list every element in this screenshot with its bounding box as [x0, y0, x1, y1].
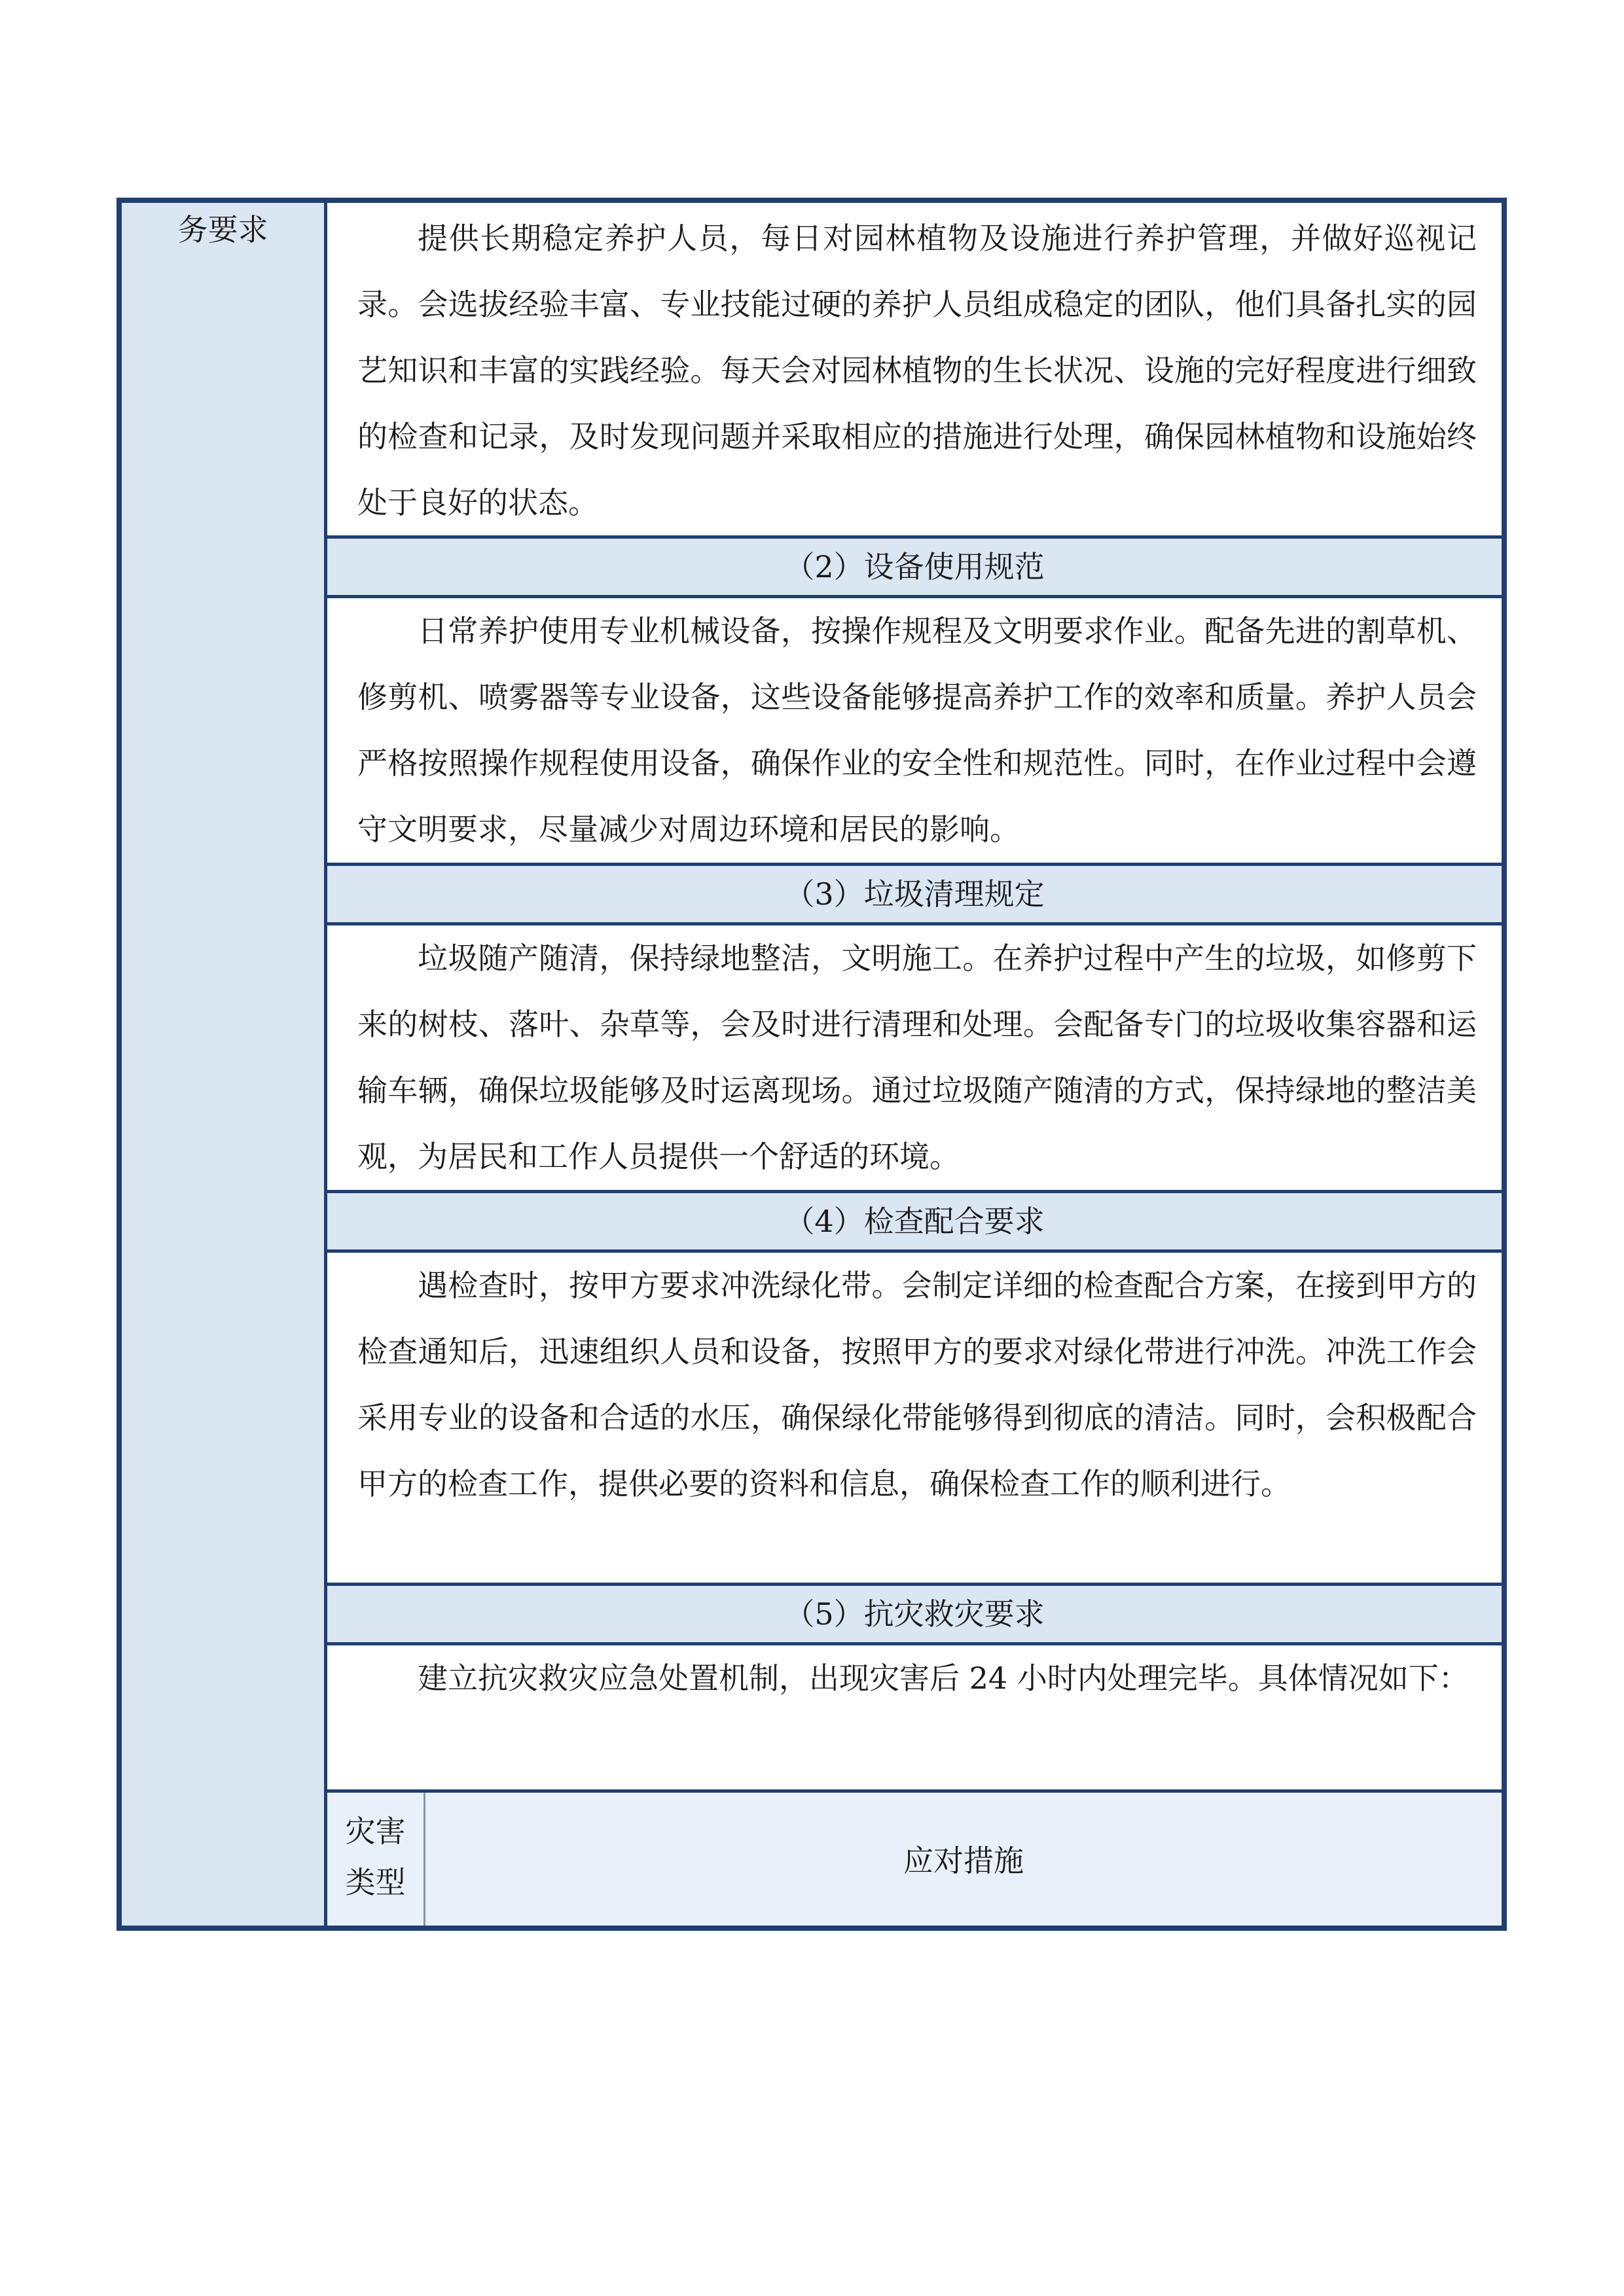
category-label: 务要求 — [177, 212, 268, 247]
requirements-table — [117, 198, 1507, 1931]
staffing-paragraph: 提供长期稳定养护人员，每日对园林植物及设施进行养护管理，并做好巡视记录。会选拔经验丰富、专业技能过硬的养护人员组成稳定的团队，他们具备扎实的园艺知识和丰富的实践经验。每天会对园林植物的生长状况、设施的完好程度进行细致的检查和记录，及时发现问题并采取相应的措施进行处理，确保园林植物和设施始终处于良好的状态。 — [327, 206, 1502, 530]
category-column — [122, 203, 327, 1926]
section-heading-equipment: （2）设备使用规范 — [327, 535, 1502, 598]
section-heading-disaster: （5）抗灾救灾要求 — [327, 1583, 1502, 1645]
content-column — [327, 203, 1502, 1926]
response-measures-header: 应对措施 — [903, 1843, 1024, 1878]
disaster-type-header — [327, 1793, 425, 1926]
section-body-inspection: 遇检查时，按甲方要求冲洗绿化带。会制定详细的检查配合方案，在接到甲方的检查通知后，迅速组织人员和设备，按照甲方的要求对绿化带进行冲洗。冲洗工作会采用专业的设备和合适的水压，确保绿化带能够得到彻底的清洁。同时，会积极配合甲方的检查工作，提供必要的资料和信息，确保检查工作的顺利进行。 — [327, 1253, 1502, 1580]
section-body-disaster: 建立抗灾救灾应急处置机制，出现灾害后 24 小时内处理完毕。具体情况如下： — [327, 1645, 1502, 1787]
section-body-garbage: 垃圾随产随清，保持绿地整洁，文明施工。在养护过程中产生的垃圾，如修剪下来的树枝、落叶、杂草等，会及时进行清理和处理。会配备专门的垃圾收集容器和运输车辆，确保垃圾能够及时运离现场。通过垃圾随产随清的方式，保持绿地的整洁美观，为居民和工作人员提供一个舒适的环境。 — [327, 925, 1502, 1190]
section-body-equipment: 日常养护使用专业机械设备，按操作规程及文明要求作业。配备先进的割草机、修剪机、喷雾器等专业设备，这些设备能够提高养护工作的效率和质量。养护人员会严格按照操作规程使用设备，确保作业的安全性和规范性。同时，在作业过程中会遵守文明要求，尽量减少对周边环境和居民的影响。 — [327, 598, 1502, 863]
disaster-measures-table — [327, 1789, 1502, 1926]
section-heading-inspection: （4）检查配合要求 — [327, 1190, 1502, 1253]
disaster-type-header-line1: 灾害 — [345, 1814, 406, 1849]
section-heading-garbage: （3）垃圾清理规定 — [327, 863, 1502, 925]
disaster-type-header-line2: 类型 — [345, 1865, 406, 1900]
